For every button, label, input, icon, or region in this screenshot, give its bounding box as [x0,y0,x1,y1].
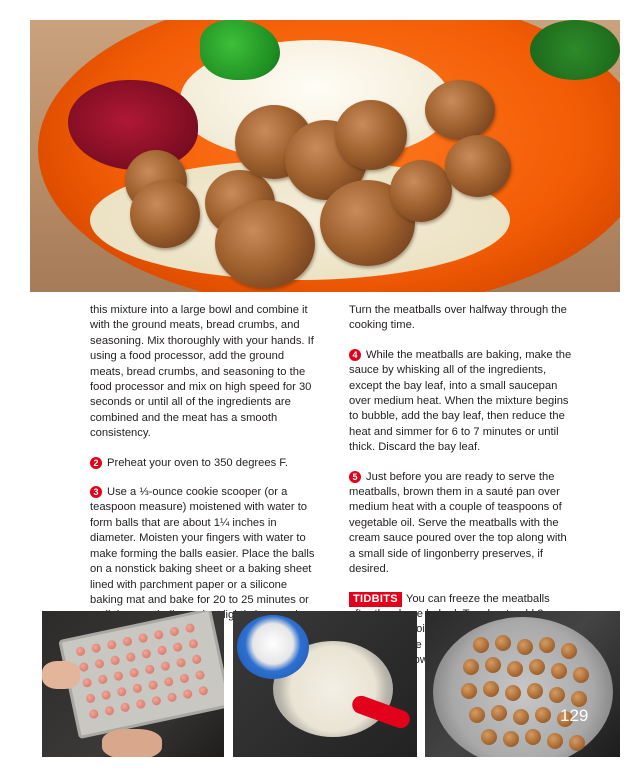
meatball [569,735,585,751]
raw-meatball [106,639,117,650]
raw-meatball [169,626,180,637]
raw-meatball [153,629,164,640]
raw-meatball [157,645,168,656]
raw-meatball [188,638,199,649]
raw-meatball [122,636,133,647]
photo-making-sauce [233,611,417,757]
raw-meatball [91,643,102,654]
meatball [335,100,407,170]
raw-meatball [101,690,112,701]
step-number-badge: 3 [90,486,102,498]
meatball [535,707,551,723]
raw-meatball [125,652,136,663]
paragraph-mixing: this mixture into a large bowl and combine it with the ground meats, bread crumbs, and seasoning. Mix thoroughly with your hands. If using a food processor, add the ground meats, bread crumbs, and seasoning to the food processor and mix on high speed for 30 seconds or until all of the ingredients are combined and the meat has a smooth consistency. [90,304,314,440]
meatball [461,683,477,699]
step-text: Just before you are ready to serve the meatballs, brown them in a sauté pan over medium heat with a couple of teaspoons of vegetable oil. Serve the meatballs with the cream sauce poured over the top along with a small side of lingonberry preserves, if desired. [349,470,567,576]
meatball [517,639,533,655]
photo-baking-tray [42,611,224,757]
meatball [529,659,545,675]
meatball [503,731,519,747]
step-text: While the meatballs are baking, make the sauce by whisking all of the ingredients, except the bay leaf, into a small saucepan over medium heat. When the mixture begins to bubble, add the bay leaf, then reduce the heat and simmer for 6 to 7 minutes or until thick. Discard the bay leaf. [349,348,572,454]
meatball [445,135,511,197]
step-3 [90,485,316,624]
raw-meatball [141,648,152,659]
raw-meatball [85,693,96,704]
raw-meatball [113,671,124,682]
meatball [469,707,485,723]
meatball [561,643,577,659]
paragraph-turn-meatballs: Turn the meatballs over halfway through the cooking time. [349,304,567,332]
raw-meatball [167,692,178,703]
meatball [473,637,489,653]
page-number: 129 [560,706,589,725]
meatball [485,657,501,673]
meatball [215,200,315,288]
raw-meatball [78,662,89,673]
raw-meatball [138,633,149,644]
raw-meatball [179,673,190,684]
meatball [505,685,521,701]
raw-meatball [151,695,162,706]
tidbits-text: You can freeze the meatballs oil [405,592,550,636]
step-text: Use a ⅓-ounce cookie scooper (or a teaspoon measure) moistened with water to form balls that are about 1¼ inches in diameter. Moisten your fingers with water to make forming the balls easier. Place the balls on a nonstick baking sheet or a baking sheet lined with parchment paper or a silicone baking mat and bake for 20 to 25 minutes or [90,486,315,606]
meatball [549,687,565,703]
raw-meatball [163,676,174,687]
raw-meatball [144,664,155,675]
meatball [390,160,452,222]
meatball [491,705,507,721]
meatball [495,635,511,651]
photo-browning-meatballs [425,611,620,757]
raw-meatball [129,667,140,678]
raw-meatball [176,657,187,668]
raw-meatball [110,655,121,666]
meatball [513,709,529,725]
raw-meatball [88,709,99,720]
raw-meatball [191,654,202,665]
raw-meatball [97,674,108,685]
raw-meatball [135,699,146,710]
meatball [573,667,589,683]
hand [102,729,162,757]
step-5 [349,470,575,578]
hero-photo-swedish-meatballs [30,20,620,292]
meatball [525,729,541,745]
raw-meatball [104,705,115,716]
step-number-badge: 5 [349,471,361,483]
raw-meatball [195,670,206,681]
raw-meatball [82,677,93,688]
raw-meatball [172,642,183,653]
saute-pan [433,617,613,757]
raw-meatball [185,623,196,634]
meatball [571,691,587,707]
meatball [130,180,200,248]
step-4 [349,348,575,456]
recipe-text-left-column [90,303,316,638]
meatball [527,683,543,699]
raw-meatball [120,702,131,713]
meatball [507,661,523,677]
background-greens [530,20,620,80]
raw-meatball [116,686,127,697]
meatball [425,80,495,140]
meatball [483,681,499,697]
blue-bowl-ingredients [237,615,309,679]
raw-meatball [182,689,193,700]
meatball [539,637,555,653]
meatball [463,659,479,675]
raw-meatball [94,658,105,669]
hand [42,661,80,689]
raw-meatball [132,683,143,694]
raw-meatball [148,680,159,691]
raw-meatball [160,661,171,672]
meatball [547,733,563,749]
step-number-badge: 2 [90,457,102,469]
raw-meatball [198,685,209,696]
meatball [481,729,497,745]
baking-sheet [58,611,224,739]
step-text: Preheat your oven to 350 degrees F. [107,456,288,469]
meatball [551,663,567,679]
tidbits-label: TIDBITS [349,592,402,607]
step-number-badge: 4 [349,349,361,361]
raw-meatball [75,646,86,657]
step-2 [90,456,316,471]
